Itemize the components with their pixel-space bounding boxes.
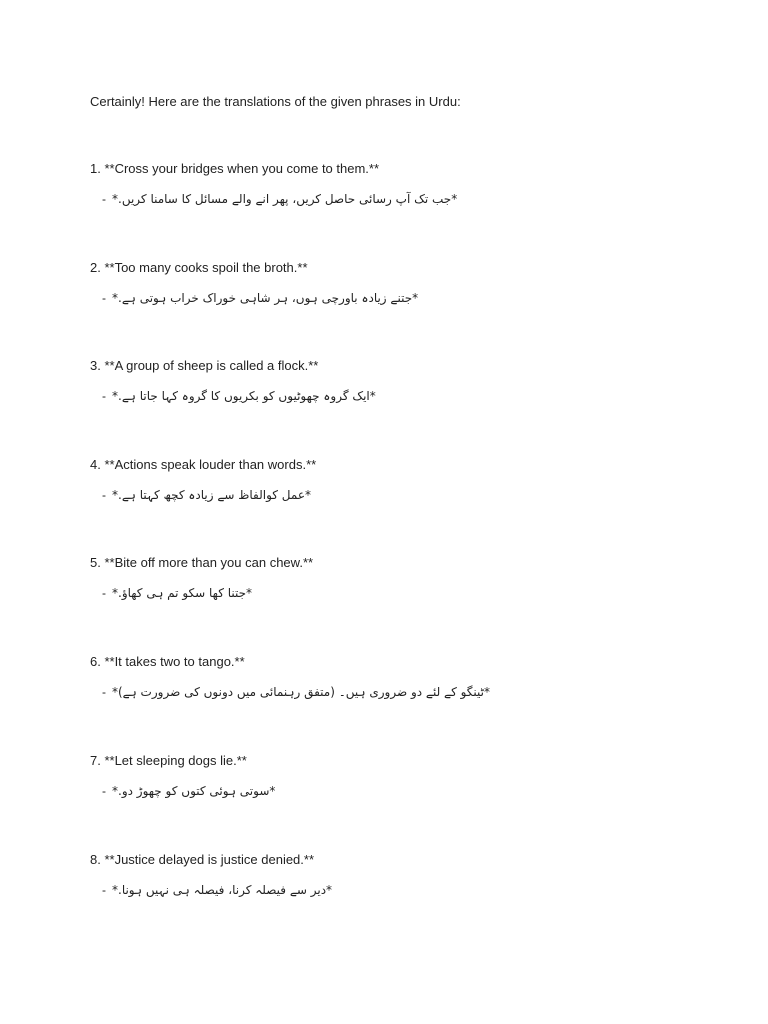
bullet-dash: - bbox=[102, 488, 106, 502]
english-phrase: 5. **Bite off more than you can chew.** bbox=[90, 555, 314, 570]
english-phrase: 6. **It takes two to tango.** bbox=[90, 654, 245, 669]
english-phrase: 2. **Too many cooks spoil the broth.** bbox=[90, 260, 308, 275]
urdu-translation-line bbox=[102, 683, 690, 701]
bullet-dash: - bbox=[102, 586, 106, 600]
english-phrase: 8. **Justice delayed is justice denied.** bbox=[90, 852, 315, 867]
urdu-translation: *دیر سے فیصلہ کرنا، فیصلہ ہی نہیں ہونا.* bbox=[112, 883, 333, 897]
bullet-dash: - bbox=[102, 685, 106, 699]
english-phrase: 3. **A group of sheep is called a flock.** bbox=[90, 358, 319, 373]
urdu-translation-line bbox=[102, 190, 690, 208]
list-item bbox=[90, 357, 690, 405]
urdu-translation: *ایک گروہ چھوٹیوں کو بکریوں کا گروہ کہا جاتا ہے.* bbox=[112, 389, 376, 403]
urdu-translation: *جب تک آپ رسائی حاصل کریں، پھر انے والے مسائل کا سامنا کریں.* bbox=[112, 192, 458, 206]
urdu-translation-line bbox=[102, 881, 690, 899]
intro-text: Certainly! Here are the translations of the given phrases in Urdu: bbox=[90, 94, 461, 109]
urdu-translation-line bbox=[102, 486, 690, 504]
urdu-translation: *عمل کوالفاظ سے زیادہ کچھ کہتا ہے.* bbox=[112, 488, 311, 502]
urdu-translation: *جتنا کھا سکو تم ہی کھاؤ.* bbox=[112, 586, 253, 600]
bullet-dash: - bbox=[102, 291, 106, 305]
bullet-dash: - bbox=[102, 192, 106, 206]
urdu-translation: *ٹینگو کے لئے دو ضروری ہیں۔ (متفق رہنمائی میں دونوں کی ضرورت ہے)* bbox=[112, 685, 491, 699]
list-item bbox=[90, 752, 690, 800]
list-item bbox=[90, 554, 690, 602]
list-item bbox=[90, 653, 690, 701]
urdu-translation-line bbox=[102, 584, 690, 602]
urdu-translation: *سوتی ہوئی کتوں کو چھوڑ دو.* bbox=[112, 784, 276, 798]
list-item bbox=[90, 456, 690, 504]
urdu-translation: *جتنے زیادہ باورچی ہوں، ہر شاہی خوراک خراب ہوتی ہے.* bbox=[112, 291, 419, 305]
bullet-dash: - bbox=[102, 883, 106, 897]
list-item bbox=[90, 160, 690, 208]
urdu-translation-line bbox=[102, 387, 690, 405]
list-item bbox=[90, 851, 690, 899]
urdu-translation-line bbox=[102, 782, 690, 800]
english-phrase: 1. **Cross your bridges when you come to them.** bbox=[90, 161, 380, 176]
bullet-dash: - bbox=[102, 389, 106, 403]
list-item bbox=[90, 259, 690, 307]
english-phrase: 4. **Actions speak louder than words.** bbox=[90, 457, 317, 472]
bullet-dash: - bbox=[102, 784, 106, 798]
urdu-translation-line bbox=[102, 289, 690, 307]
english-phrase: 7. **Let sleeping dogs lie.** bbox=[90, 753, 247, 768]
